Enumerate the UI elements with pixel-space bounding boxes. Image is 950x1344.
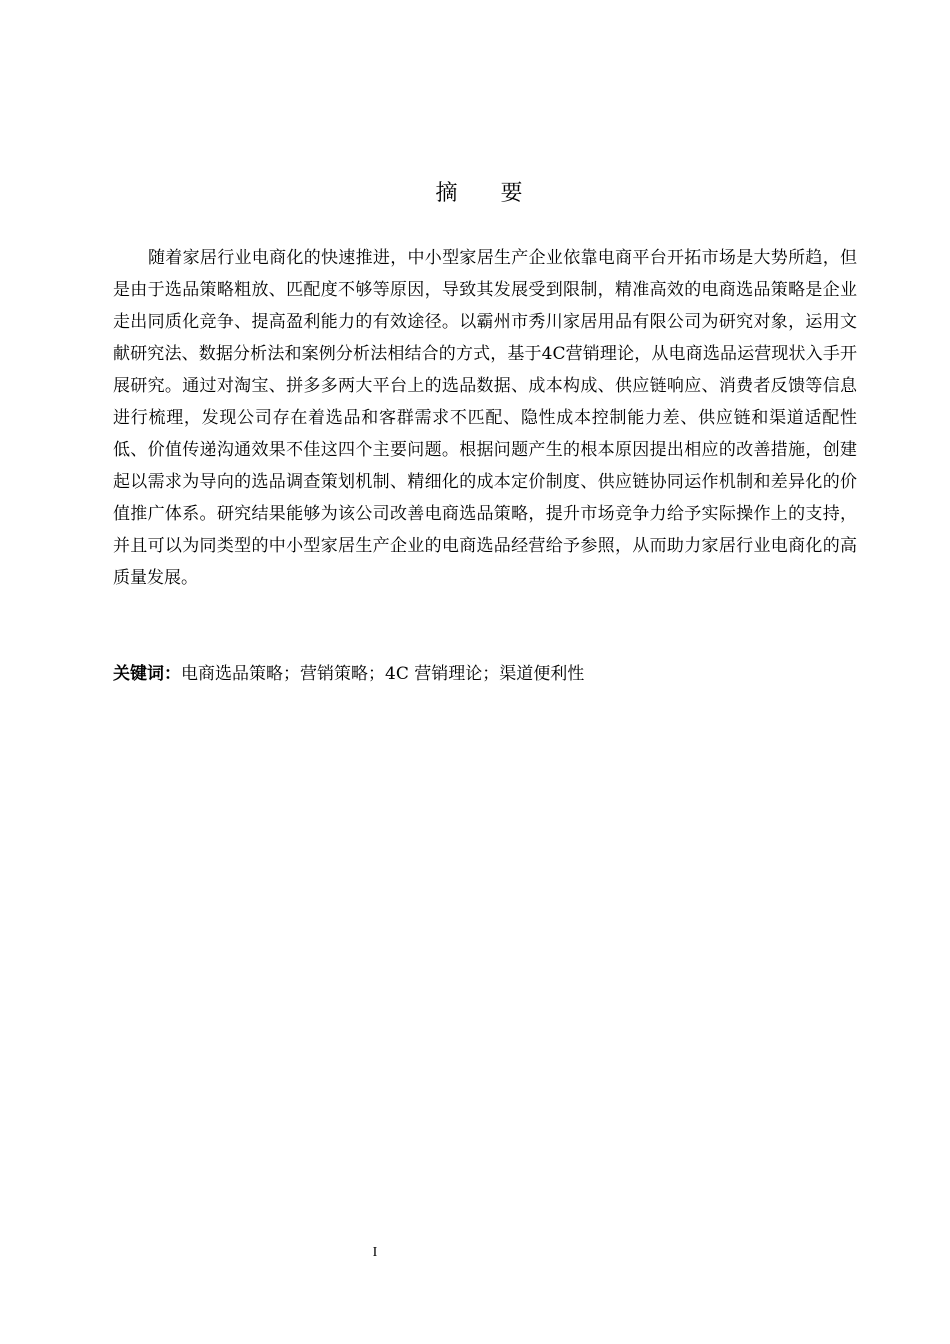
keywords-line (113, 658, 857, 690)
abstract-paragraph: 随着家居行业电商化的快速推进，中小型家居生产企业依靠电商平台开拓市场是大势所趋，但是由于选品策略粗放、匹配度不够等原因，导致其发展受到限制，精准高效的电商选品策略是企业走出同质化竞争、提高盈利能力的有效途径。以霸州市秀川家居用品有限公司为研究对象，运用文献研究法、数据分析法和案例分析法相结合的方式，基于4C营销理论，从电商选品运营现状入手开展研究。通过对淘宝、拼多多两大平台上的选品数据、成本构成、供应链响应、消费者反馈等信息进行梳理，发现公司存在着选品和客群需求不匹配、隐性成本控制能力差、供应链和渠道适配性低、价值传递沟通效果不佳这四个主要问题。根据问题产生的根本原因提出相应的改善措施，创建起以需求为导向的选品调查策划机制、精细化的成本定价制度、供应链协同运作机制和差异化的价值推广体系。研究结果能够为该公司改善电商选品策略，提升市场竞争力给予实际操作上的支持，并且可以为同类型的中小型家居生产企业的电商选品经营给予参照，从而助力家居行业电商化的高质量发展。 (113, 248, 857, 588)
keywords-label: 关键词： (113, 664, 181, 684)
keywords-text: 电商选品策略；营销策略；4C 营销理论；渠道便利性 (181, 664, 585, 684)
page-title: 摘 要 (435, 181, 541, 206)
page-number: I (372, 1245, 378, 1260)
